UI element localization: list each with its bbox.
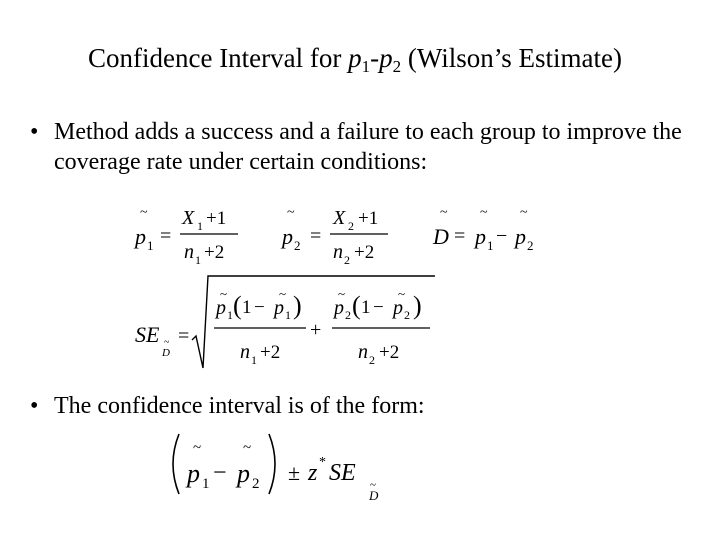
bullet-method [30,117,694,177]
se-close-2: ) [413,291,422,320]
se-p2b: p [393,297,403,319]
se-minus-1: − [254,297,265,318]
se-p1b: p [274,297,284,319]
tilde-se-p2a: ~ [338,286,346,301]
se-p2a-sub: 2 [345,308,351,322]
se-plus-two-2: +2 [379,342,400,363]
ci-p2-sub: 2 [252,476,260,492]
se-close-1: ) [293,291,302,320]
tilde-p1: ~ [140,205,148,220]
minus-1: − [496,225,508,247]
se-subscript-tilde: ~ [164,337,170,348]
title-sub2: 2 [392,57,402,76]
bullet-text: The confidence interval is of the form: [54,393,425,419]
formula-confidence-interval [165,430,405,515]
ci-minus: − [213,460,227,486]
n1-symbol: n [184,241,194,263]
x1-symbol: X [182,207,195,229]
p1-symbol: p [135,224,146,249]
bullet-text: Method adds a success and a failure to each group to improve the coverage rate under certain conditions: [54,119,682,175]
n2-subscript: 2 [344,253,350,267]
se-n1-sub: 1 [251,353,257,367]
p2-subscript: 2 [294,238,301,253]
tilde-p2: ~ [287,205,295,220]
tilde-se-p1b: ~ [279,286,287,301]
x2-subscript: 2 [348,219,354,233]
tilde-d-p1: ~ [480,205,488,220]
se-subscript-d: D [162,347,170,359]
se-p2b-sub: 2 [404,308,410,322]
n1-subscript: 1 [195,253,201,267]
slide-title [0,43,710,74]
d-p2-symbol: p [515,224,526,249]
d-symbol: D [433,224,449,249]
se-p2a: p [334,297,344,319]
p1-subscript: 1 [147,238,154,253]
title-prefix: Confidence Interval for [87,43,349,73]
title-sub1: 1 [361,57,371,76]
formula-standard-error [130,272,450,377]
equals-1: = [160,225,172,247]
equals-3: = [454,225,466,247]
bullet-symbol: • [30,393,39,419]
plus-one-2: +1 [358,208,379,229]
se-open-2: ( [352,291,361,320]
tilde-ci-p1: ~ [193,440,202,456]
x2-symbol: X [333,207,346,229]
plus-two-1: +2 [204,242,225,263]
se-p1b-sub: 1 [285,308,291,322]
title-dash: - [370,43,380,73]
se-one-1: 1 [242,297,252,318]
ci-close-paren [269,434,275,494]
d-p1-subscript: 1 [487,238,494,253]
bullet-symbol: • [30,119,39,145]
x1-subscript: 1 [197,219,203,233]
n2-symbol: n [333,241,343,263]
tilde-se-p1a: ~ [220,286,228,301]
ci-se: SE [329,460,356,486]
se-plus-two-1: +2 [260,342,281,363]
tilde-se-p2b: ~ [398,286,406,301]
se-n1: n [240,341,250,363]
ci-plus-minus: ± [288,460,301,485]
ci-open-paren [173,434,179,494]
ci-se-sub-tilde: ~ [370,479,376,491]
title-p2: p [379,43,393,73]
ci-p1: p [187,459,200,488]
ci-p2: p [237,459,250,488]
ci-se-sub-d: D [369,488,379,503]
equals-se: = [178,325,190,347]
se-p1a-sub: 1 [227,308,233,322]
se-minus-2: − [373,297,384,318]
plus-one-1: +1 [206,208,227,229]
equals-2: = [310,225,322,247]
d-p1-symbol: p [475,224,486,249]
tilde-d-p2: ~ [520,205,528,220]
d-p2-subscript: 2 [527,238,534,253]
ci-z-star: * [319,455,326,470]
ci-z: z [308,460,318,486]
se-plus: + [310,319,322,341]
se-open-1: ( [233,291,242,320]
se-n2-sub: 2 [369,353,375,367]
tilde-d: ~ [440,205,448,220]
formula-estimates [130,200,550,275]
se-one-2: 1 [361,297,371,318]
ci-p1-sub: 1 [202,476,210,492]
title-suffix: (Wilson’s Estimate) [401,43,623,73]
title-p1: p [348,43,362,73]
plus-two-2: +2 [354,242,375,263]
bullet-interval-form [30,391,694,421]
tilde-ci-p2: ~ [243,440,252,456]
se-label: SE [135,322,160,347]
se-p1a: p [216,297,226,319]
p2-symbol: p [282,224,293,249]
se-n2: n [358,341,368,363]
